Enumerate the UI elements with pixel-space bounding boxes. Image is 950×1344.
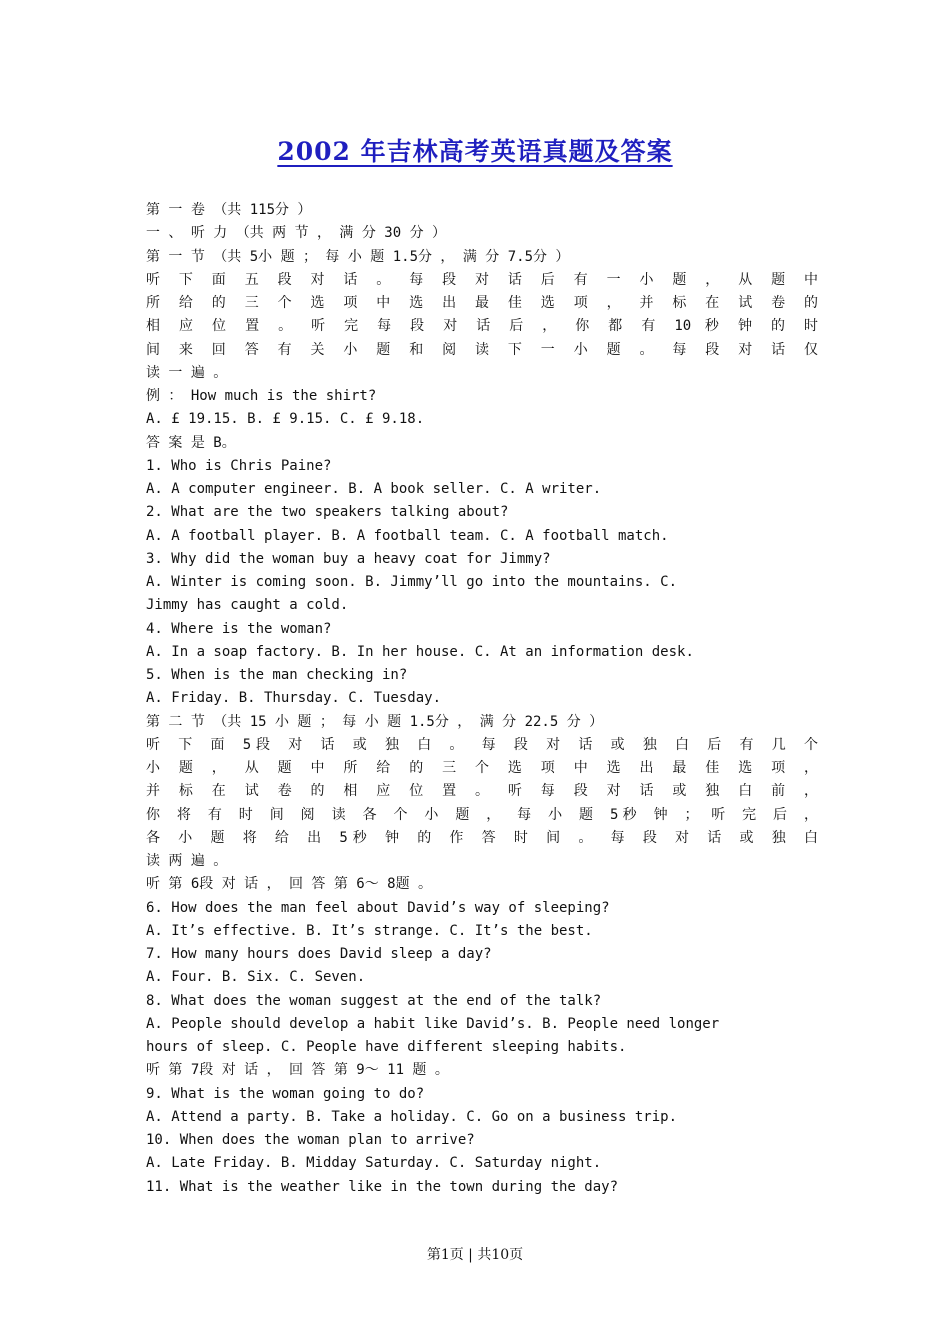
page-footer: 第1页 | 共10页 (426, 1247, 524, 1263)
document-title-text: 2002 年吉林高考英语真题及答案 (277, 137, 673, 166)
text-line: A. £ 19.15. B. £ 9.15. C. £ 9.18. (146, 411, 425, 428)
text-line: 听 第 6段 对 话 ， 回 答 第 6～ 8题 。 (146, 876, 433, 893)
document-body (146, 199, 818, 1199)
text-line: 例 ： How much is the shirt? (146, 388, 377, 404)
text-line: A. Four. B. Six. C. Seven. (146, 969, 366, 986)
text-line: A. People should develop a habit like David’s. B. People need longer (146, 1015, 720, 1032)
text-line: 4. Where is the woman? (146, 620, 332, 637)
text-line: 7. How many hours does David sleep a day? (146, 946, 492, 962)
text-line: 2. What are the two speakers talking about? (146, 504, 509, 521)
text-line: 相 应 位 置 。 听 完 每 段 对 话 后 ， 你 都 有 10 秒 钟 的 时 (146, 318, 818, 335)
text-line: 第 一 卷 （共 115分 ） (146, 202, 312, 218)
text-line: 各 小 题 将 给 出 5秒 钟 的 作 答 时 间 。 每 段 对 话 或 独 白 (146, 829, 818, 846)
document-title (0, 132, 950, 168)
text-line: 读 两 遍 。 (146, 853, 228, 869)
text-line: A. Winter is coming soon. B. Jimmy’ll go into the mountains. C. (146, 574, 678, 590)
text-line: 答 案 是 B。 (146, 434, 236, 451)
text-line: A. A computer engineer. B. A book seller. C. A writer. (146, 481, 602, 497)
text-line: A. Attend a party. B. Take a holiday. C. Go on a business trip. (146, 1108, 678, 1125)
text-line: 听 第 7段 对 话 ， 回 答 第 9～ 11 题 。 (146, 1062, 449, 1079)
text-line: 第 二 节 （共 15 小 题 ； 每 小 题 1.5分 ， 满 分 22.5 分 ） (146, 713, 604, 730)
text-line: A. It’s effective. B. It’s strange. C. It’s the best. (146, 922, 593, 939)
text-line: 读 一 遍 。 (146, 364, 228, 381)
text-line: 一 、 听 力 （共 两 节 ， 满 分 30 分 ） (146, 225, 447, 242)
text-line: Jimmy has caught a cold. (146, 597, 349, 614)
text-line: 8. What does the woman suggest at the end of the talk? (146, 992, 602, 1009)
text-line: 5. When is the man checking in? (146, 667, 408, 683)
text-line: A. Late Friday. B. Midday Saturday. C. Saturday night. (146, 1155, 602, 1172)
text-line: 小 题 ， 从 题 中 所 给 的 三 个 选 项 中 选 出 最 佳 选 项 ， (146, 760, 818, 776)
text-line: 间 来 回 答 有 关 小 题 和 阅 读 下 一 小 题 。 每 段 对 话 仅 (146, 341, 818, 358)
text-line: A. A football player. B. A football team. C. A football match. (146, 527, 669, 544)
text-line: 1. Who is Chris Paine? (146, 457, 332, 474)
text-line: 9. What is the woman going to do? (146, 1085, 425, 1102)
text-line: 第 一 节 （共 5小 题 ； 每 小 题 1.5分 ， 满 分 7.5分 ） (146, 248, 570, 265)
text-line: 11. What is the weather like in the town during the day? (146, 1178, 619, 1195)
text-line: 10. When does the woman plan to arrive? (146, 1132, 475, 1148)
text-line: 6. How does the man feel about David’s way of sleeping? (146, 899, 610, 916)
text-line: A. In a soap factory. B. In her house. C. At an information desk. (146, 643, 694, 660)
text-line: 听 下 面 5段 对 话 或 独 白 。 每 段 对 话 或 独 白 后 有 几 个 (146, 736, 818, 753)
text-line: 你 将 有 时 间 阅 读 各 个 小 题 ， 每 小 题 5秒 钟 ； 听 完 后 ， (146, 806, 818, 823)
text-line: hours of sleep. C. People have different sleeping habits. (146, 1039, 627, 1055)
text-line: 并 标 在 试 卷 的 相 应 位 置 。 听 每 段 对 话 或 独 白 前 ， (146, 783, 818, 800)
text-line: 听 下 面 五 段 对 话 。 每 段 对 话 后 有 一 小 题 ， 从 题 中 (146, 271, 818, 288)
text-line: A. Friday. B. Thursday. C. Tuesday. (146, 690, 442, 707)
text-line: 所 给 的 三 个 选 项 中 选 出 最 佳 选 项 ， 并 标 在 试 卷 的 (146, 295, 818, 311)
text-line: 3. Why did the woman buy a heavy coat for Jimmy? (146, 550, 551, 567)
